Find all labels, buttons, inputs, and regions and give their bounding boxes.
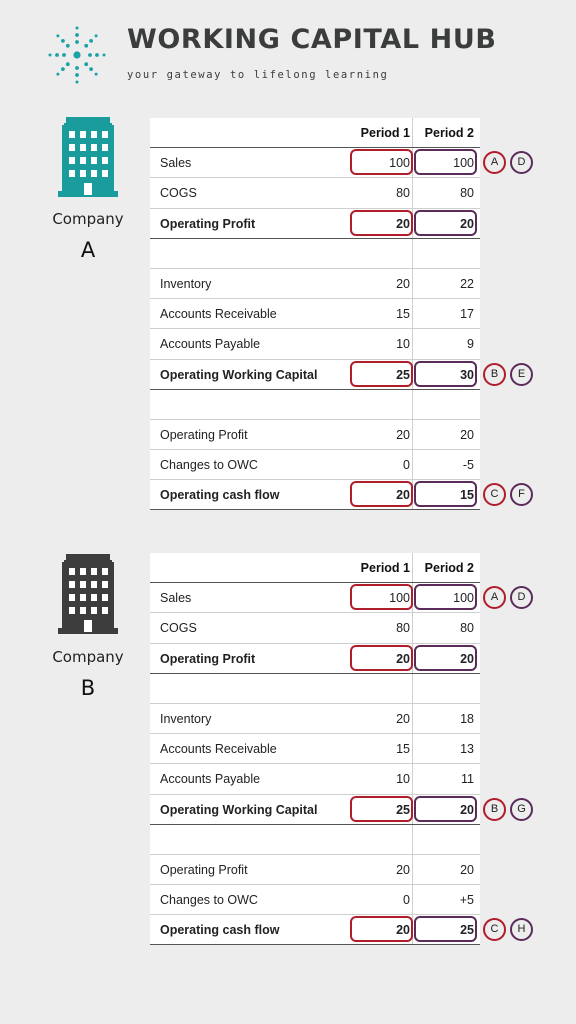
row-label: Accounts Receivable: [160, 742, 277, 757]
period-2-value: 15: [460, 488, 474, 503]
period-2-header: Period 2: [424, 561, 474, 575]
table-row: [150, 239, 480, 269]
period-2-value: 20: [460, 862, 474, 877]
reference-badge: F: [510, 483, 533, 506]
period-2-value: -5: [462, 458, 474, 473]
row-label: Sales: [160, 156, 192, 171]
reference-badge: A: [483, 151, 506, 174]
period-1-value: 20: [396, 488, 410, 503]
row-label: Inventory: [160, 276, 212, 291]
period-1-value: 0: [403, 893, 410, 908]
row-label: Inventory: [160, 711, 212, 726]
period-2-value: 22: [460, 276, 474, 291]
period-2-value: 30: [460, 367, 474, 382]
reference-badge: D: [510, 151, 533, 174]
table-row: [150, 764, 480, 794]
table-row: [150, 915, 480, 945]
reference-badge: E: [510, 363, 533, 386]
period-1-value: 20: [396, 651, 410, 666]
period-1-value: 15: [396, 307, 410, 322]
period-2-value: 11: [461, 772, 474, 787]
table-row: [150, 855, 480, 885]
table-header-row: [150, 118, 480, 148]
period-1-value: 20: [396, 276, 410, 291]
period-1-header: Period 1: [360, 126, 410, 140]
period-2-value: 100: [453, 156, 474, 171]
period-1-header: Period 1: [360, 561, 410, 575]
table-row: [150, 674, 480, 704]
table-row: [150, 450, 480, 480]
row-label: Sales: [160, 591, 192, 606]
period-1-value: 10: [396, 772, 410, 787]
period-2-value: 80: [460, 621, 474, 636]
reference-badge: D: [510, 586, 533, 609]
row-label: Operating Profit: [160, 216, 256, 231]
table-row: [150, 885, 480, 915]
row-label: Changes to OWC: [160, 458, 258, 473]
period-2-header: Period 2: [424, 126, 474, 140]
table-row: [150, 360, 480, 390]
period-2-value: +5: [459, 893, 474, 908]
building-icon: [58, 117, 118, 197]
period-1-value: 20: [396, 427, 410, 442]
company-letter: B: [80, 676, 96, 700]
table-row: [150, 299, 480, 329]
period-2-value: 9: [467, 337, 474, 352]
period-2-value: 20: [460, 216, 474, 231]
period-2-value: 20: [460, 651, 474, 666]
table-row: [150, 480, 480, 510]
period-2-value: 18: [460, 711, 474, 726]
row-label: Accounts Receivable: [160, 307, 277, 322]
table-row: [150, 269, 480, 299]
row-label: Operating Profit: [160, 862, 248, 877]
company-letter: A: [80, 238, 96, 262]
table-row: [150, 390, 480, 420]
table-row: [150, 583, 480, 613]
table-row: [150, 420, 480, 450]
brand-tagline: your gateway to lifelong learning: [127, 69, 389, 81]
period-1-value: 25: [396, 802, 410, 817]
row-label: COGS: [160, 186, 197, 201]
period-2-value: 17: [460, 307, 474, 322]
row-label: Operating Working Capital: [160, 802, 318, 817]
period-1-value: 80: [396, 621, 410, 636]
row-label: Operating Profit: [160, 651, 256, 666]
row-label: Operating cash flow: [160, 488, 280, 503]
table-header-row: [150, 553, 480, 583]
period-1-value: 20: [396, 216, 410, 231]
row-label: Operating Working Capital: [160, 367, 318, 382]
reference-badge: C: [483, 918, 506, 941]
reference-badge: C: [483, 483, 506, 506]
period-2-value: 13: [460, 742, 474, 757]
period-1-value: 20: [396, 923, 410, 938]
table-row: [150, 795, 480, 825]
building-icon: [58, 554, 118, 634]
period-1-value: 25: [396, 367, 410, 382]
row-label: Changes to OWC: [160, 893, 258, 908]
period-1-value: 15: [396, 742, 410, 757]
row-label: Accounts Payable: [160, 772, 261, 787]
comparison-table: [150, 553, 480, 945]
row-label: Operating cash flow: [160, 923, 280, 938]
period-1-value: 0: [403, 458, 410, 473]
table-row: [150, 178, 480, 208]
table-row: [150, 329, 480, 359]
period-2-value: 80: [460, 186, 474, 201]
table-row: [150, 613, 480, 643]
table-row: [150, 148, 480, 178]
sparkle-burst-icon: [48, 26, 106, 84]
period-1-value: 20: [396, 711, 410, 726]
company-name: Company: [52, 210, 124, 228]
table-row: [150, 704, 480, 734]
period-2-value: 20: [460, 802, 474, 817]
row-label: Accounts Payable: [160, 337, 261, 352]
reference-badge: G: [510, 798, 533, 821]
company-name: Company: [52, 648, 124, 666]
row-label: Operating Profit: [160, 427, 248, 442]
table-row: [150, 734, 480, 764]
period-2-value: 20: [460, 427, 474, 442]
reference-badge: B: [483, 798, 506, 821]
row-label: COGS: [160, 621, 197, 636]
reference-badge: A: [483, 586, 506, 609]
period-1-value: 100: [389, 156, 410, 171]
period-1-value: 100: [389, 591, 410, 606]
comparison-table: [150, 118, 480, 510]
period-1-value: 10: [396, 337, 410, 352]
period-1-value: 80: [396, 186, 410, 201]
period-2-value: 100: [453, 591, 474, 606]
period-2-value: 25: [460, 923, 474, 938]
page-title: WORKING CAPITAL HUB: [127, 24, 497, 55]
table-row: [150, 644, 480, 674]
reference-badge: B: [483, 363, 506, 386]
table-row: [150, 825, 480, 855]
table-row: [150, 209, 480, 239]
reference-badge: H: [510, 918, 533, 941]
period-1-value: 20: [396, 862, 410, 877]
